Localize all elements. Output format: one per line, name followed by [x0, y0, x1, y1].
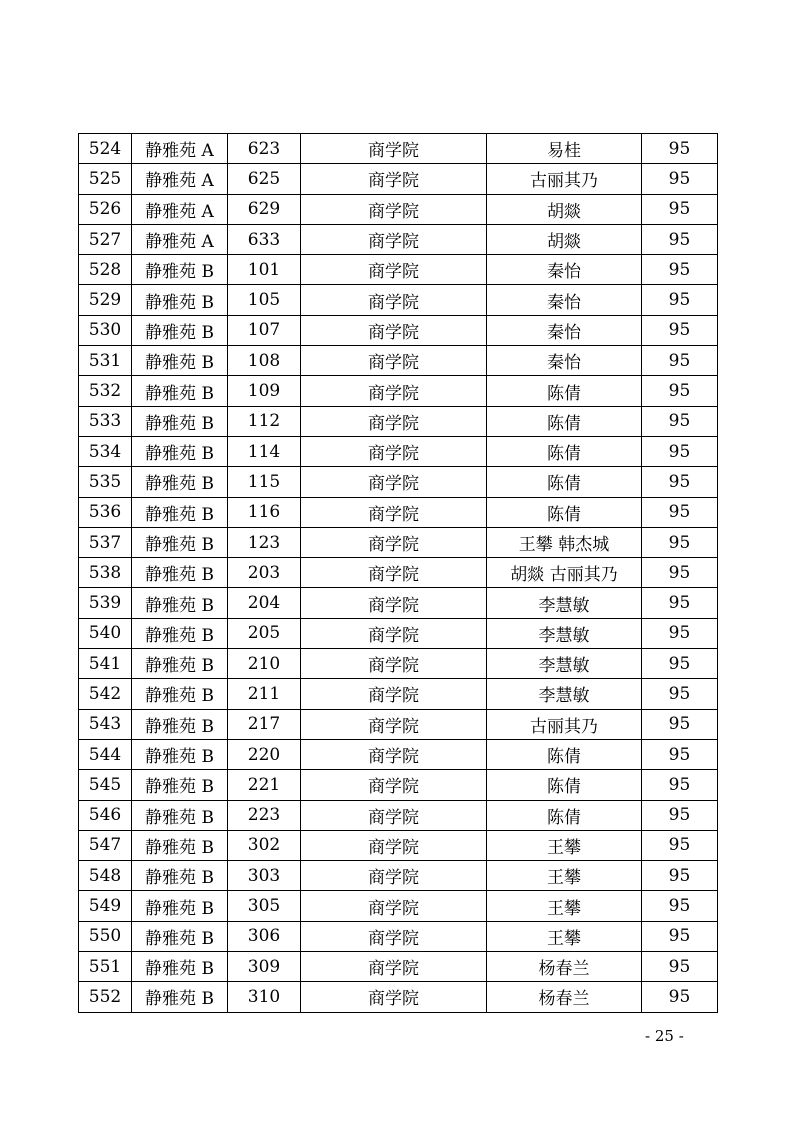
resident-name-cell: 秦怡	[487, 255, 642, 285]
building-cell: 静雅苑 A	[132, 224, 228, 254]
row-index-cell: 535	[79, 467, 132, 497]
resident-name-cell: 陈倩	[487, 770, 642, 800]
resident-name-cell: 秦怡	[487, 285, 642, 315]
building-cell: 静雅苑 B	[132, 527, 228, 557]
score-cell: 95	[642, 891, 718, 921]
score-cell: 95	[642, 770, 718, 800]
score-cell: 95	[642, 739, 718, 769]
room-number-cell: 109	[228, 376, 301, 406]
resident-name-cell: 杨春兰	[487, 952, 642, 982]
college-cell: 商学院	[301, 830, 487, 860]
resident-name-cell: 陈倩	[487, 467, 642, 497]
table-row	[79, 861, 718, 891]
score-cell: 95	[642, 406, 718, 436]
room-number-cell: 107	[228, 315, 301, 345]
row-index-cell: 547	[79, 830, 132, 860]
room-number-cell: 633	[228, 224, 301, 254]
row-index-cell: 533	[79, 406, 132, 436]
row-index-cell: 539	[79, 588, 132, 618]
room-number-cell: 205	[228, 618, 301, 648]
table-row	[79, 346, 718, 376]
building-cell: 静雅苑 B	[132, 588, 228, 618]
room-number-cell: 629	[228, 194, 301, 224]
building-cell: 静雅苑 B	[132, 952, 228, 982]
resident-name-cell: 王攀	[487, 921, 642, 951]
row-index-cell: 537	[79, 527, 132, 557]
building-cell: 静雅苑 A	[132, 134, 228, 164]
college-cell: 商学院	[301, 224, 487, 254]
college-cell: 商学院	[301, 315, 487, 345]
row-index-cell: 529	[79, 285, 132, 315]
score-cell: 95	[642, 134, 718, 164]
row-index-cell: 542	[79, 679, 132, 709]
resident-name-cell: 李慧敏	[487, 649, 642, 679]
table-row	[79, 255, 718, 285]
college-cell: 商学院	[301, 164, 487, 194]
table-row	[79, 134, 718, 164]
building-cell: 静雅苑 B	[132, 679, 228, 709]
room-number-cell: 123	[228, 527, 301, 557]
score-cell: 95	[642, 921, 718, 951]
resident-name-cell: 陈倩	[487, 497, 642, 527]
score-cell: 95	[642, 830, 718, 860]
room-number-cell: 211	[228, 679, 301, 709]
resident-name-cell: 古丽其乃	[487, 709, 642, 739]
row-index-cell: 549	[79, 891, 132, 921]
score-cell: 95	[642, 255, 718, 285]
table-body	[79, 134, 718, 1013]
college-cell: 商学院	[301, 436, 487, 466]
room-number-cell: 101	[228, 255, 301, 285]
college-cell: 商学院	[301, 952, 487, 982]
room-number-cell: 204	[228, 588, 301, 618]
building-cell: 静雅苑 B	[132, 346, 228, 376]
building-cell: 静雅苑 B	[132, 770, 228, 800]
table-row	[79, 739, 718, 769]
row-index-cell: 541	[79, 649, 132, 679]
college-cell: 商学院	[301, 982, 487, 1012]
row-index-cell: 548	[79, 861, 132, 891]
table-row	[79, 497, 718, 527]
college-cell: 商学院	[301, 739, 487, 769]
score-cell: 95	[642, 588, 718, 618]
building-cell: 静雅苑 B	[132, 739, 228, 769]
building-cell: 静雅苑 B	[132, 315, 228, 345]
room-number-cell: 309	[228, 952, 301, 982]
table-row	[79, 285, 718, 315]
building-cell: 静雅苑 B	[132, 709, 228, 739]
college-cell: 商学院	[301, 891, 487, 921]
resident-name-cell: 李慧敏	[487, 618, 642, 648]
row-index-cell: 528	[79, 255, 132, 285]
college-cell: 商学院	[301, 406, 487, 436]
resident-name-cell: 易桂	[487, 134, 642, 164]
building-cell: 静雅苑 B	[132, 800, 228, 830]
table-row	[79, 436, 718, 466]
table-row	[79, 164, 718, 194]
room-number-cell: 220	[228, 739, 301, 769]
score-cell: 95	[642, 285, 718, 315]
building-cell: 静雅苑 B	[132, 830, 228, 860]
resident-name-cell: 古丽其乃	[487, 164, 642, 194]
table-row	[79, 649, 718, 679]
score-cell: 95	[642, 194, 718, 224]
resident-name-cell: 李慧敏	[487, 588, 642, 618]
table-row	[79, 891, 718, 921]
room-number-cell: 217	[228, 709, 301, 739]
resident-name-cell: 陈倩	[487, 376, 642, 406]
building-cell: 静雅苑 B	[132, 921, 228, 951]
row-index-cell: 530	[79, 315, 132, 345]
score-cell: 95	[642, 346, 718, 376]
college-cell: 商学院	[301, 861, 487, 891]
building-cell: 静雅苑 B	[132, 255, 228, 285]
table-row	[79, 467, 718, 497]
college-cell: 商学院	[301, 134, 487, 164]
table-row	[79, 224, 718, 254]
table-row	[79, 527, 718, 557]
resident-name-cell: 王攀	[487, 891, 642, 921]
resident-name-cell: 陈倩	[487, 739, 642, 769]
table-row	[79, 194, 718, 224]
room-number-cell: 310	[228, 982, 301, 1012]
table-row	[79, 679, 718, 709]
score-cell: 95	[642, 618, 718, 648]
table-row	[79, 921, 718, 951]
resident-name-cell: 秦怡	[487, 346, 642, 376]
row-index-cell: 532	[79, 376, 132, 406]
college-cell: 商学院	[301, 467, 487, 497]
row-index-cell: 550	[79, 921, 132, 951]
college-cell: 商学院	[301, 679, 487, 709]
room-number-cell: 112	[228, 406, 301, 436]
room-number-cell: 108	[228, 346, 301, 376]
building-cell: 静雅苑 B	[132, 558, 228, 588]
college-cell: 商学院	[301, 618, 487, 648]
row-index-cell: 544	[79, 739, 132, 769]
room-number-cell: 210	[228, 649, 301, 679]
score-cell: 95	[642, 467, 718, 497]
row-index-cell: 551	[79, 952, 132, 982]
resident-name-cell: 杨春兰	[487, 982, 642, 1012]
score-cell: 95	[642, 527, 718, 557]
building-cell: 静雅苑 B	[132, 891, 228, 921]
building-cell: 静雅苑 B	[132, 406, 228, 436]
room-number-cell: 203	[228, 558, 301, 588]
room-number-cell: 115	[228, 467, 301, 497]
college-cell: 商学院	[301, 527, 487, 557]
building-cell: 静雅苑 B	[132, 618, 228, 648]
page-number: - 25 -	[645, 1027, 684, 1045]
building-cell: 静雅苑 B	[132, 497, 228, 527]
row-index-cell: 534	[79, 436, 132, 466]
room-number-cell: 625	[228, 164, 301, 194]
score-cell: 95	[642, 315, 718, 345]
resident-name-cell: 陈倩	[487, 436, 642, 466]
row-index-cell: 540	[79, 618, 132, 648]
resident-name-cell: 秦怡	[487, 315, 642, 345]
score-cell: 95	[642, 558, 718, 588]
score-cell: 95	[642, 982, 718, 1012]
building-cell: 静雅苑 B	[132, 467, 228, 497]
building-cell: 静雅苑 B	[132, 649, 228, 679]
college-cell: 商学院	[301, 921, 487, 951]
college-cell: 商学院	[301, 346, 487, 376]
college-cell: 商学院	[301, 497, 487, 527]
table-row	[79, 588, 718, 618]
row-index-cell: 526	[79, 194, 132, 224]
table-row	[79, 558, 718, 588]
college-cell: 商学院	[301, 588, 487, 618]
resident-name-cell: 胡燚	[487, 194, 642, 224]
college-cell: 商学院	[301, 285, 487, 315]
resident-name-cell: 胡燚	[487, 224, 642, 254]
score-cell: 95	[642, 436, 718, 466]
room-number-cell: 223	[228, 800, 301, 830]
building-cell: 静雅苑 B	[132, 982, 228, 1012]
room-number-cell: 105	[228, 285, 301, 315]
room-number-cell: 623	[228, 134, 301, 164]
resident-name-cell: 王攀	[487, 861, 642, 891]
college-cell: 商学院	[301, 709, 487, 739]
table-row	[79, 952, 718, 982]
building-cell: 静雅苑 A	[132, 164, 228, 194]
score-cell: 95	[642, 164, 718, 194]
building-cell: 静雅苑 B	[132, 436, 228, 466]
row-index-cell: 543	[79, 709, 132, 739]
college-cell: 商学院	[301, 800, 487, 830]
room-number-cell: 305	[228, 891, 301, 921]
room-number-cell: 306	[228, 921, 301, 951]
table-row	[79, 315, 718, 345]
resident-name-cell: 李慧敏	[487, 679, 642, 709]
row-index-cell: 525	[79, 164, 132, 194]
room-number-cell: 302	[228, 830, 301, 860]
table-row	[79, 982, 718, 1012]
row-index-cell: 538	[79, 558, 132, 588]
college-cell: 商学院	[301, 376, 487, 406]
room-number-cell: 303	[228, 861, 301, 891]
table-row	[79, 800, 718, 830]
table-row	[79, 376, 718, 406]
row-index-cell: 531	[79, 346, 132, 376]
dormitory-score-table	[78, 133, 718, 1013]
building-cell: 静雅苑 B	[132, 861, 228, 891]
table-row	[79, 709, 718, 739]
college-cell: 商学院	[301, 649, 487, 679]
row-index-cell: 527	[79, 224, 132, 254]
resident-name-cell: 陈倩	[487, 406, 642, 436]
college-cell: 商学院	[301, 255, 487, 285]
resident-name-cell: 陈倩	[487, 800, 642, 830]
score-cell: 95	[642, 709, 718, 739]
table-row	[79, 406, 718, 436]
score-cell: 95	[642, 861, 718, 891]
building-cell: 静雅苑 B	[132, 285, 228, 315]
row-index-cell: 524	[79, 134, 132, 164]
room-number-cell: 114	[228, 436, 301, 466]
table-row	[79, 618, 718, 648]
college-cell: 商学院	[301, 558, 487, 588]
resident-name-cell: 王攀 韩杰城	[487, 527, 642, 557]
score-cell: 95	[642, 376, 718, 406]
building-cell: 静雅苑 A	[132, 194, 228, 224]
college-cell: 商学院	[301, 770, 487, 800]
row-index-cell: 545	[79, 770, 132, 800]
score-cell: 95	[642, 649, 718, 679]
room-number-cell: 116	[228, 497, 301, 527]
college-cell: 商学院	[301, 194, 487, 224]
score-cell: 95	[642, 497, 718, 527]
table-row	[79, 770, 718, 800]
room-number-cell: 221	[228, 770, 301, 800]
resident-name-cell: 王攀	[487, 830, 642, 860]
score-cell: 95	[642, 952, 718, 982]
table-row	[79, 830, 718, 860]
row-index-cell: 552	[79, 982, 132, 1012]
score-cell: 95	[642, 800, 718, 830]
score-cell: 95	[642, 224, 718, 254]
resident-name-cell: 胡燚 古丽其乃	[487, 558, 642, 588]
row-index-cell: 536	[79, 497, 132, 527]
building-cell: 静雅苑 B	[132, 376, 228, 406]
row-index-cell: 546	[79, 800, 132, 830]
score-cell: 95	[642, 679, 718, 709]
